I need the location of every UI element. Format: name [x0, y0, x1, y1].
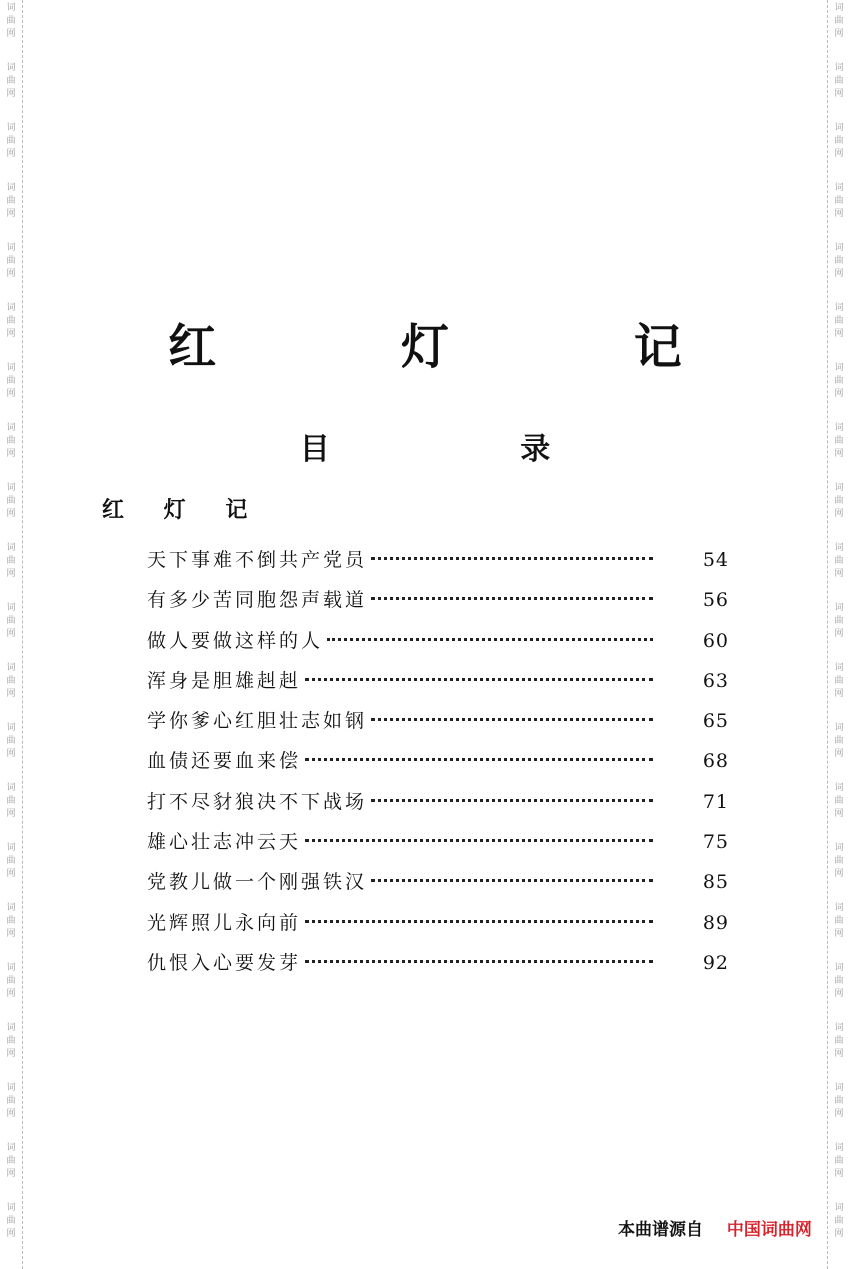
toc-entry-page: 60 — [702, 629, 729, 652]
toc-entry-page: 71 — [702, 790, 729, 813]
toc-entry-page: 68 — [702, 750, 729, 773]
toc-heading: 目 录 — [299, 432, 641, 467]
leader-dots — [305, 920, 653, 923]
watermark-text: 词曲网 — [6, 303, 16, 339]
watermark-text: 词曲网 — [834, 843, 844, 879]
leader-dots — [371, 799, 653, 802]
watermark-text: 词曲网 — [834, 663, 844, 699]
watermark-text: 词曲网 — [6, 423, 16, 459]
watermark-text: 词曲网 — [834, 963, 844, 999]
watermark-text: 词曲网 — [6, 243, 16, 279]
watermark-text: 词曲网 — [834, 543, 844, 579]
watermark-text: 词曲网 — [6, 843, 16, 879]
watermark-text: 词曲网 — [834, 1143, 844, 1179]
leader-dots — [327, 638, 653, 641]
toc-entry-label: 血债还要血来偿 — [147, 750, 302, 773]
toc-entry-page: 75 — [702, 831, 729, 854]
watermark-text: 词曲网 — [6, 363, 16, 399]
watermark-text: 词曲网 — [834, 423, 844, 459]
watermark-text: 词曲网 — [6, 63, 16, 99]
toc-entry[interactable] — [147, 545, 729, 585]
toc-entry-label: 仇恨入心要发芽 — [147, 951, 302, 974]
watermark-text: 词曲网 — [6, 1083, 16, 1119]
watermark-text: 词曲网 — [6, 723, 16, 759]
leader-dots — [371, 557, 653, 560]
watermark-text: 词曲网 — [834, 603, 844, 639]
page-title: 红 灯 记 — [168, 319, 766, 375]
toc-entry-label: 有多少苦同胞怨声载道 — [147, 589, 368, 612]
watermark-text: 词曲网 — [6, 603, 16, 639]
watermark-text: 词曲网 — [6, 123, 16, 159]
watermark-text: 词曲网 — [6, 3, 16, 39]
toc-entry-page: 56 — [702, 589, 729, 612]
watermark-strip-right — [827, 0, 850, 1269]
toc-entry-label: 打不尽豺狼决不下战场 — [147, 790, 368, 813]
toc-entry-label: 党教儿做一个刚强铁汉 — [147, 871, 368, 894]
toc-entry-label: 浑身是胆雄赳赳 — [147, 669, 302, 692]
watermark-text: 词曲网 — [6, 783, 16, 819]
watermark-text: 词曲网 — [834, 1023, 844, 1059]
toc-entry[interactable] — [147, 908, 729, 948]
watermark-text: 词曲网 — [834, 183, 844, 219]
watermark-text: 词曲网 — [6, 483, 16, 519]
toc-entry[interactable] — [147, 746, 729, 786]
leader-dots — [371, 879, 653, 882]
toc-entry-page: 85 — [702, 871, 729, 894]
watermark-text: 词曲网 — [834, 1203, 844, 1239]
toc-list — [147, 545, 729, 988]
watermark-text: 词曲网 — [834, 243, 844, 279]
watermark-text: 词曲网 — [6, 663, 16, 699]
toc-entry[interactable] — [147, 585, 729, 625]
toc-entry[interactable] — [147, 827, 729, 867]
toc-entry-label: 雄心壮志冲云天 — [147, 831, 302, 854]
toc-entry-page: 54 — [702, 549, 729, 571]
footer-credit — [618, 1215, 812, 1240]
watermark-text: 词曲网 — [834, 483, 844, 519]
watermark-text: 词曲网 — [834, 63, 844, 99]
toc-entry-label: 天下事难不倒共产党员 — [147, 549, 368, 571]
toc-entry-label: 学你爹心红胆壮志如钢 — [147, 710, 368, 733]
toc-entry-label: 做人要做这样的人 — [147, 629, 324, 652]
toc-entry[interactable] — [147, 867, 729, 907]
toc-entry-page: 89 — [702, 911, 729, 934]
toc-entry[interactable] — [147, 626, 729, 666]
toc-entry-label: 光辉照儿永向前 — [147, 911, 302, 934]
toc-entry[interactable] — [147, 666, 729, 706]
watermark-strip-left — [0, 0, 23, 1269]
watermark-text: 词曲网 — [834, 123, 844, 159]
watermark-text: 词曲网 — [834, 303, 844, 339]
watermark-text: 词曲网 — [6, 963, 16, 999]
watermark-text: 词曲网 — [834, 363, 844, 399]
leader-dots — [371, 718, 653, 721]
toc-entry[interactable] — [147, 706, 729, 746]
watermark-text: 词曲网 — [834, 783, 844, 819]
leader-dots — [305, 678, 653, 681]
watermark-text: 词曲网 — [6, 543, 16, 579]
watermark-text: 词曲网 — [6, 1143, 16, 1179]
watermark-text: 词曲网 — [6, 1023, 16, 1059]
footer-site-link[interactable]: 中国词曲网 — [726, 1220, 812, 1240]
leader-dots — [371, 597, 653, 600]
leader-dots — [305, 960, 653, 963]
watermark-text: 词曲网 — [834, 723, 844, 759]
toc-entry[interactable] — [147, 948, 729, 988]
watermark-text: 词曲网 — [6, 183, 16, 219]
toc-entry[interactable] — [147, 787, 729, 827]
footer-source-label: 本曲谱源自 — [618, 1220, 703, 1240]
toc-entry-page: 63 — [702, 669, 729, 692]
watermark-text: 词曲网 — [834, 3, 844, 39]
toc-entry-page: 92 — [702, 951, 729, 974]
leader-dots — [305, 839, 653, 842]
toc-entry-page: 65 — [702, 710, 729, 733]
watermark-text: 词曲网 — [834, 903, 844, 939]
watermark-text: 词曲网 — [834, 1083, 844, 1119]
watermark-text: 词曲网 — [6, 903, 16, 939]
leader-dots — [305, 758, 653, 761]
section-title: 红 灯 记 — [102, 498, 264, 523]
watermark-text: 词曲网 — [6, 1203, 16, 1239]
